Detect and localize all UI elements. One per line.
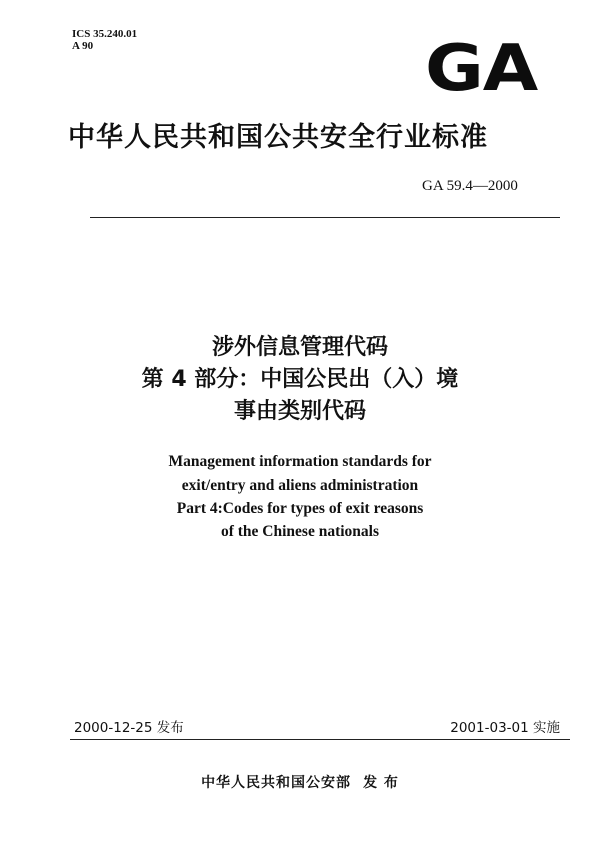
publisher-name: 中华人民共和国公安部 xyxy=(201,775,352,791)
implementation-date: 2001-03-01 实施 xyxy=(450,720,560,736)
classification-code: A 90 xyxy=(72,40,94,52)
top-divider xyxy=(90,217,560,218)
title-zh-line1: 涉外信息管理代码 xyxy=(211,335,388,360)
title-en-line4: of the Chinese nationals xyxy=(220,523,380,540)
publisher-action: 发 布 xyxy=(363,775,399,791)
issue-date: 2000-12-25 发布 xyxy=(74,720,184,736)
title-zh-line3: 事由类别代码 xyxy=(233,399,366,424)
standard-number: GA 59.4—2000 xyxy=(422,178,518,194)
ga-logo: GA xyxy=(425,32,538,106)
title-en-line1: Management information standards for xyxy=(168,453,432,470)
title-zh-line2: 第 4 部分：中国公民出（入）境 xyxy=(141,367,459,392)
ics-code: ICS 35.240.01 xyxy=(72,28,138,40)
publisher xyxy=(0,773,600,793)
title-en-line2: exit/entry and aliens administration xyxy=(181,477,419,494)
standard-category: 中华人民共和国公共安全行业标准 xyxy=(68,122,488,153)
title-en-line3: Part 4:Codes for types of exit reasons xyxy=(176,500,424,517)
bottom-divider xyxy=(70,739,570,740)
